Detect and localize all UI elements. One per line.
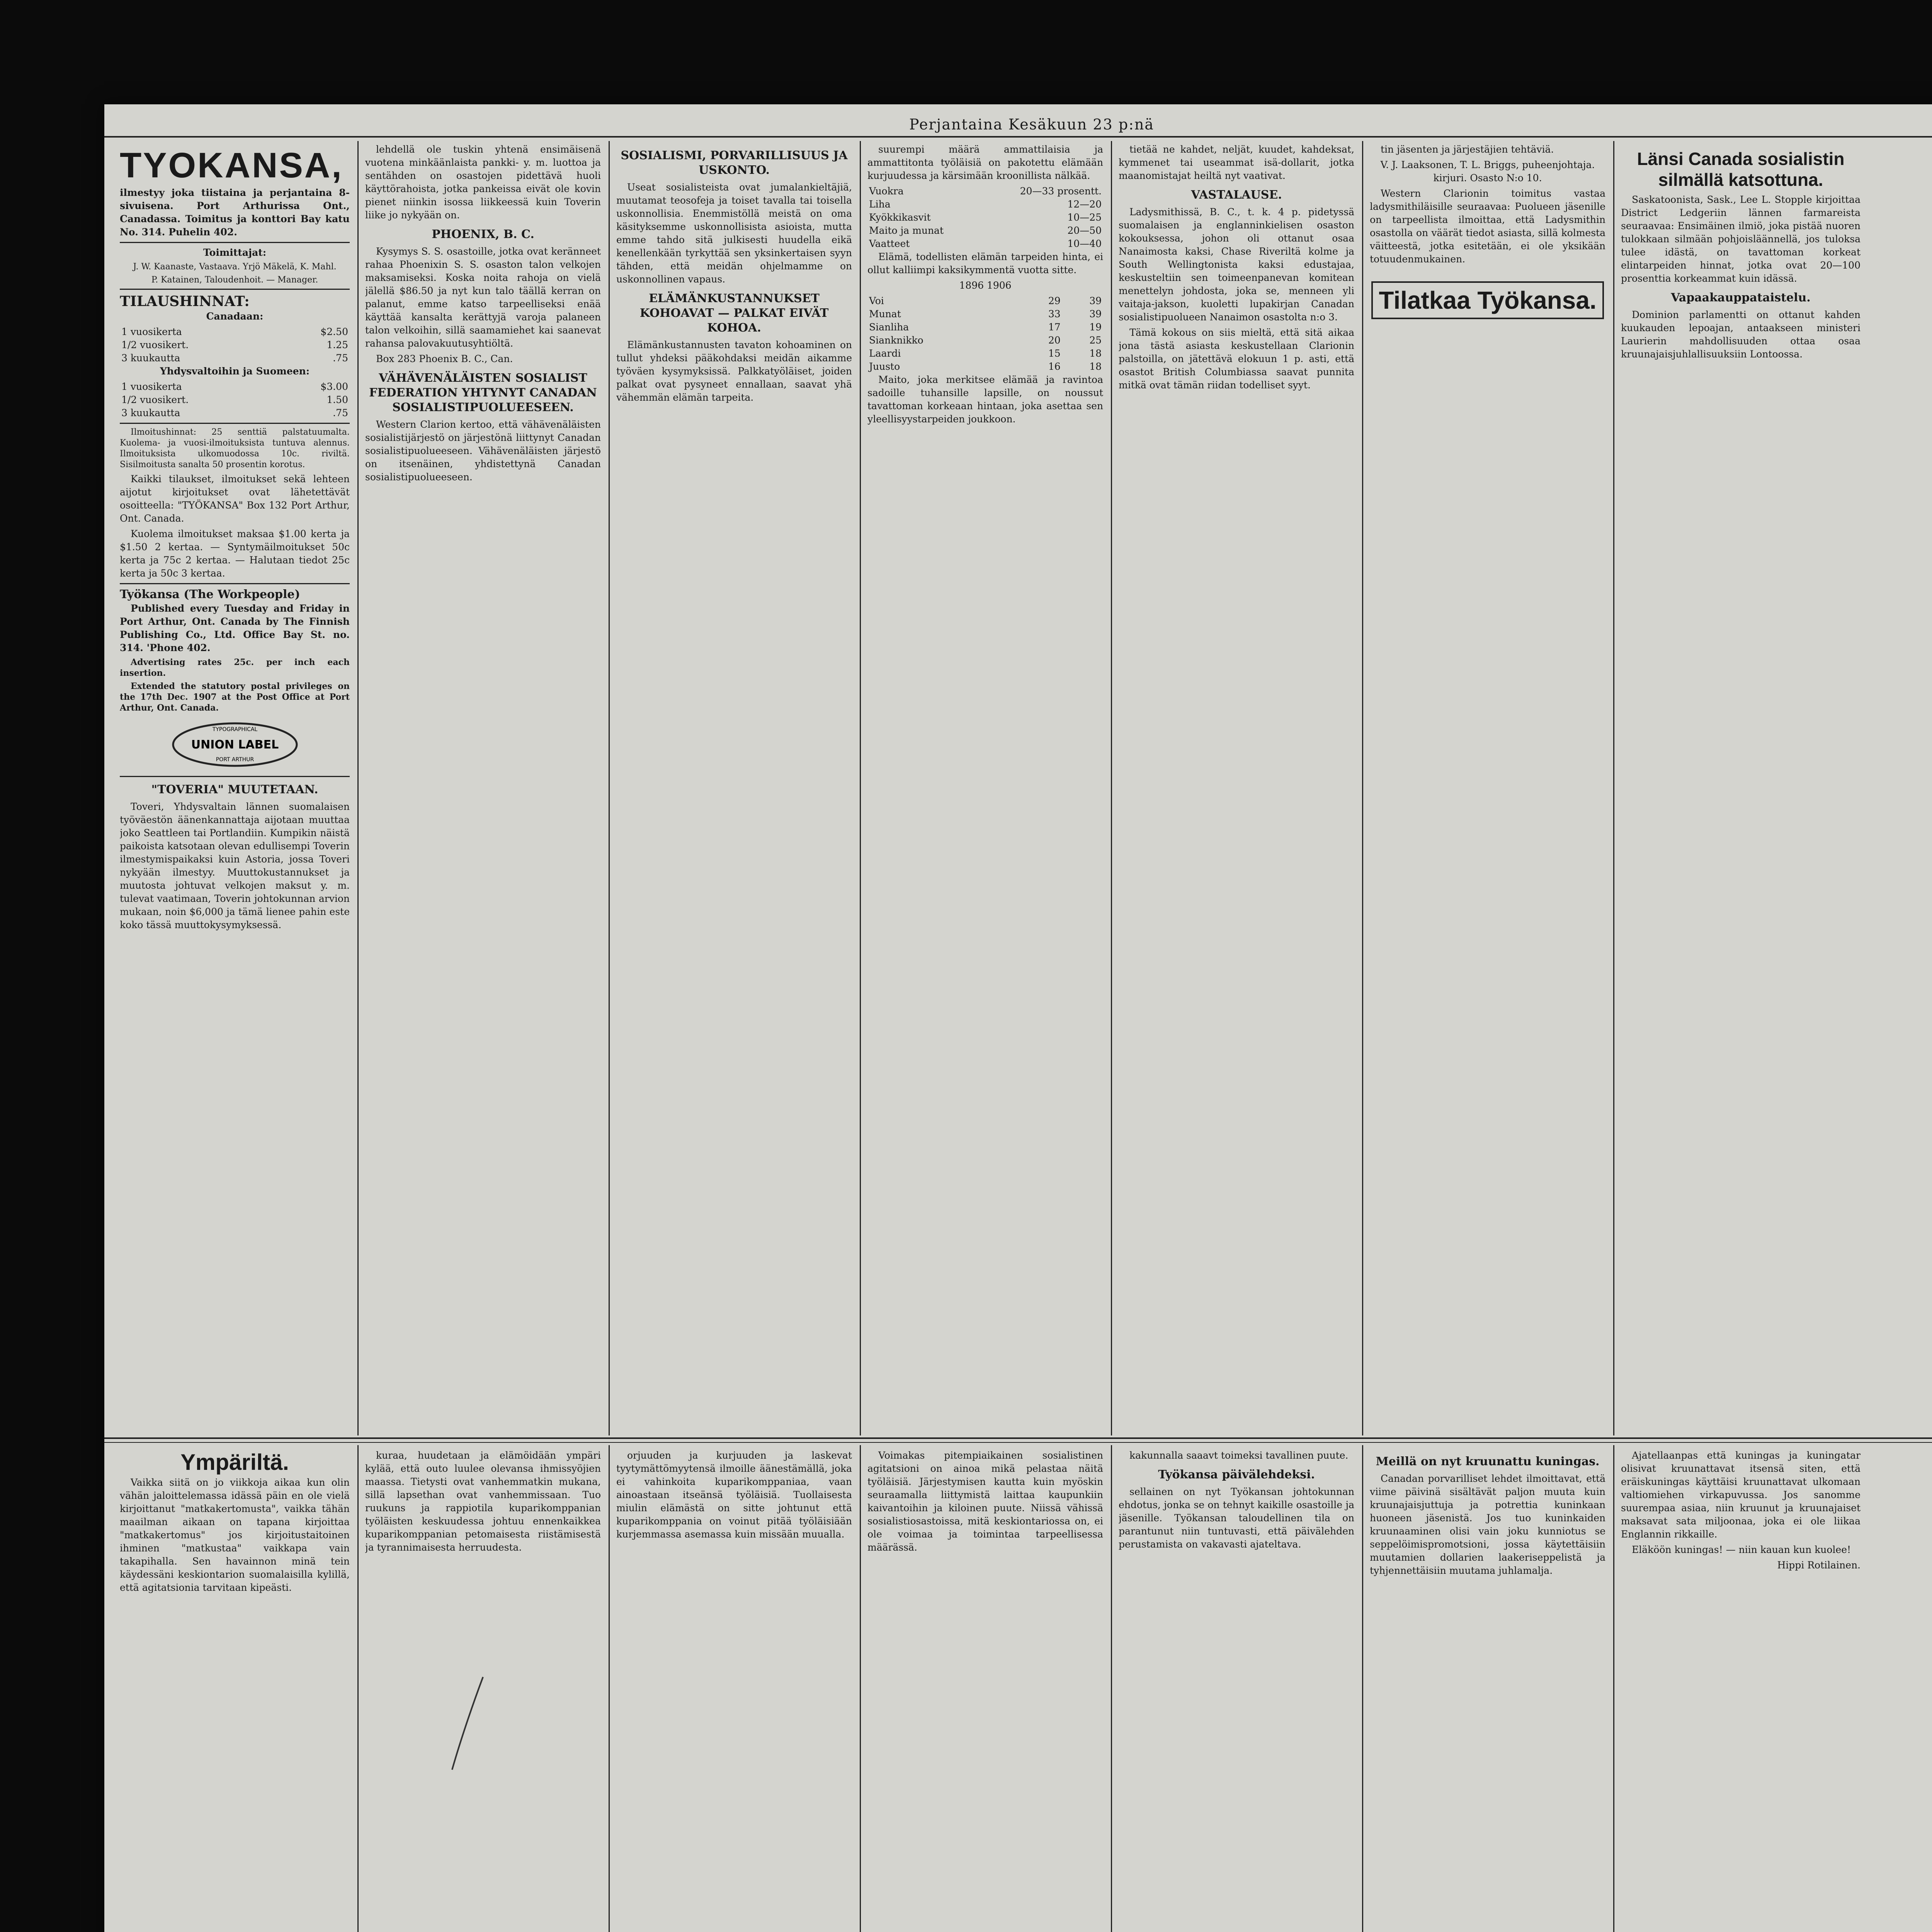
- col2-text: lehdellä ole tuskin yhtenä ensimäisenä vuotena minkäänlaista pankki- y. m. luottoa ja sentähden on osastojen pidettävä huoli käyttörahoista, jotka pankeissa eivät ole kovin pienet niinkin isossa liikkeessä kuin Toverin liike jo nykyään on.: [365, 144, 601, 221]
- masthead-column: [120, 143, 350, 1434]
- price-row: 1/2 vuosikert. 1.25: [121, 339, 348, 350]
- kruunu-title: Meillä on nyt kruunattu kuningas.: [1376, 1455, 1600, 1468]
- column-rule: [860, 1445, 861, 1932]
- column-4-lower: [867, 1449, 1103, 1932]
- lower-col7-end: Eläköön kuningas! — niin kauan kun kuolee!: [1632, 1544, 1851, 1555]
- federation-text: Western Clarion kertoo, että vähävenäläisten sosialistijärjestö on järjestönä liittynyt Canadan sosialistipuolueeseen. Vähävenäläisten järjestö on itsenäinen, yhdistettynä Canadan sosialistipuolueeseen.: [365, 419, 601, 483]
- column-2-top: [365, 143, 601, 1434]
- col4-text: suurempi määrä ammattilaisia ja ammattitonta työläisiä on pakotettu elämään kurjuudessa ja kärsimään kroonillista nälkää.: [867, 144, 1103, 181]
- lansi-canada-title: Länsi Canada sosialistin silmällä katsottuna.: [1637, 149, 1845, 190]
- paivalehti-title: Työkansa päivälehdeksi.: [1158, 1468, 1315, 1481]
- price-row: 1/2 vuosikert. 1.50: [121, 394, 348, 405]
- canada-prices-table: [120, 325, 350, 365]
- column-7-lower: [1621, 1449, 1861, 1932]
- svg-text:PORT ARTHUR: PORT ARTHUR: [216, 757, 254, 763]
- federation-title: VÄHÄVENÄLÄISTEN SOSIALIST FEDERATION YHTYNYT CANADAN SOSIALISTIPUOLUEESEEN.: [369, 371, 597, 414]
- usa-prices-table: [120, 380, 350, 420]
- editors: J. W. Kaanaste, Vastaava. Yrjö Mäkelä, K. Mahl.: [133, 262, 337, 272]
- section-rule: [104, 1437, 1932, 1439]
- subscribe-title: Tilatkaa Työkansa.: [1379, 286, 1597, 314]
- union-label-logo: [169, 719, 301, 770]
- table-row: Vuokra 20—33 prosentt.: [869, 185, 1102, 197]
- table-row: Laardi 15 18: [869, 348, 1102, 359]
- column-6-top: [1370, 143, 1605, 1434]
- column-7-top: [1621, 143, 1861, 1434]
- col6-text: tin jäsenten ja järjestäjien tehtäviä.: [1381, 144, 1554, 155]
- food-price-table: [867, 294, 1103, 373]
- postal-privilege: Extended the statutory postal privileges on the 17th Dec. 1907 at the Post Office at Port Arthur, Ont. Canada.: [120, 681, 350, 713]
- table-row: Liha 12—20: [869, 199, 1102, 210]
- canada-label: Canadaan:: [206, 311, 264, 322]
- lower-col7-text: Ajatellaanpas että kuningas ja kuningatar olisivat kruunattavat itsensä siten, että eräiskuningas käyttäisi kruunattavat ulkomaan valtiomiehen virkapuvussa. Jos sanomme suurempaa asiaa, niin kruunut ja kruunajaiset maksavat sata miljoonaa, joka ei ole liikaa Englannin rikkaille.: [1621, 1450, 1861, 1540]
- table-row: Juusto 16 18: [869, 361, 1102, 372]
- table-row: Sianknikko 20 25: [869, 335, 1102, 346]
- lower-col3-text: orjuuden ja kurjuuden ja laskevat tyytymättömyytensä ilmoille äänestämällä, joka ei vahinkoita kuparikomppaniaa, vaan ainoastaan itseänsä työläisiä. Tuollaisesta miulin elämästä on sitte johtunut että kuparikomppania on voinut pitää työläisiään kurjemmassa asemassa kuin missään muualla.: [616, 1450, 852, 1540]
- table-row: Maito ja munat 20—50: [869, 225, 1102, 236]
- vapakauppa-title: Vapaakauppataistelu.: [1671, 291, 1811, 304]
- ymparilta-title: Ympäriltä.: [180, 1450, 289, 1475]
- column-3-top: [616, 143, 852, 1434]
- column-rule: [1111, 141, 1112, 1435]
- vastalause-title: VASTALAUSE.: [1191, 188, 1282, 202]
- advertising-rates: Advertising rates 25c. per inch each insertion.: [120, 657, 350, 678]
- header-rule: [104, 136, 1932, 138]
- kruunu-text: Canadan porvarilliset lehdet ilmoittavat, että viime päivinä sisältävät paljon muuta kuin kruunajaisjuttuja ja potrettia kuninkaan huoneen jäsenistä. Jos tuo kuninkaiden kruunaaminen olisi vain joku kunniotus se seppelöimispromotsioni, jossa käytettäisiin muutamien dollarien laakeriseppelistä ja tyhjennettäisiin muutama juhlamalja.: [1370, 1473, 1605, 1576]
- column-rule: [1111, 1445, 1112, 1932]
- col5-text: tietää ne kahdet, neljät, kuudet, kahdeksat, kymmenet tai useammat isä-dollarit, jotka maanomistajat heiltä nyt vaativat.: [1119, 144, 1354, 181]
- costs-text: Elämänkustannusten tavaton kohoaminen on tullut yhdeksi pääkohdaksi meidän aikamme työväen kysymyksissä. Palkkatyöläiset, joiden palkat ovat pysyneet ennallaan, saavat yhä vähemmän elämän tarpeita.: [616, 339, 852, 403]
- col4-text2: Elämä, todellisten elämän tarpeiden hinta, ei ollut kalliimpi kaksikymmentä vuotta sitte.: [867, 251, 1103, 276]
- vapakauppa-text: Dominion parlamentti on ottanut kahden kuukauden lepoajan, antaakseen ministeri Laurierin mahdollisuuden ottaa osaa kruunajaisjuhlallisuuksiin Lontoossa.: [1621, 309, 1861, 360]
- section-rule: [104, 1442, 1932, 1443]
- column-rule: [1613, 141, 1614, 1435]
- death-notices: Kuolema ilmoitukset maksaa $1.00 kerta ja $1.50 2 kertaa. — Syntymäilmoitukset 50c kerta ja 75c 2 kertaa. — Halutaan tiedot 25c kerta ja 50c 3 kertaa.: [120, 528, 350, 579]
- milk-table-header: 1896 1906: [959, 280, 1012, 291]
- table-row: Vaatteet 10—40: [869, 238, 1102, 249]
- lower-col4-text: Voimakas pitempiaikainen sosialistinen agitatsioni on ainoa mikä pelastaa näitä työläisiä. Järjestymisen kautta kuin myöskin seuraamalla liittymistä laittaa kaupunkiin kaivantoihin ja kiloinen puute. Niissä vähissä sosialistiosastoissa, mitä keskiontariossa on, ei ole voimaa ja toimintaa tarpeellisessa määrässä.: [867, 1450, 1103, 1553]
- lower-col2-text: kuraa, huudetaan ja elämöidään ympäri kylää, että outo luulee olevansa ihmissyöjien maassa. Tietysti ovat vanhemmatkin mukana, sillä lapsethan ovat vanhemmissaan. Tuo ruukuns ja rappiotila kuparikomppanian työläisten keskuudessa johtuu ennenkaikkea kuparikomppanian petomaisesta riistämisestä ja tyrannimaisesta herruudesta.: [365, 1450, 601, 1553]
- table-row: Sianliha 17 19: [869, 321, 1102, 333]
- column-5-top: [1119, 143, 1354, 1434]
- phoenix-text: Kysymys S. S. osastoille, jotka ovat keränneet rahaa Phoenixin S. S. osaston talon velkojen maksamiseksi. Koska noita rahoja on vielä jälellä $86.50 ja nyt kun talo täällä kerran on palanut, emme katso tarpeelliseksi enää käyttää kansalta kerättyjä varoja palaneen talon velkoihin, sillä saamamiehet kai saanevat rahansa palovakuutusyhtiöltä.: [365, 246, 601, 349]
- column-rule: [1362, 141, 1363, 1435]
- column-rule: [609, 141, 610, 1435]
- lansi-canada-text: Saskatoonista, Sask., Lee L. Stopple kirjoittaa District Ledgeriin lännen farmareista seuraavaa: Ensimäinen ilmiö, joka pistää nuoren tulokkaan silmään pohjoisläännellä, jos tuloksa tulee idästä, on tavattoman korkeat elintarpeiden hinnat, jotka ovat 20—100 prosenttia korkeammat kuin idässä.: [1621, 194, 1861, 284]
- col6-text2: Western Clarionin toimitus vastaa ladysmithiläisille seuraavaa: Puolueen jäsenille on tarpeellista ilmoittaa, että Ladysmithin osastolla on väärät tiedot asiasta, sillä kolmesta väitteestä, jotka esitetään, ei ole yksikään totuudenmukainen.: [1370, 188, 1605, 265]
- paivalehti-text: sellainen on nyt Työkansan johtokunnan ehdotus, jonka se on tehnyt kaikille osastoille ja jäsenille. Työkansan taloudellinen tila on parantunut niin tuntuvasti, että päivälehden perustamista on vakavasti ajateltava.: [1119, 1486, 1354, 1550]
- column-rule: [357, 141, 359, 1435]
- column-rule: [860, 141, 861, 1435]
- masthead-intro: ilmestyy joka tiistaina ja perjantaina 8-sivuisena. Port Arthurissa Ont., Canadassa. Toimitus ja konttori Bay katu No. 314. Puhelin 402.: [120, 187, 350, 238]
- table-row: Voi 29 39: [869, 295, 1102, 306]
- prices-title: TILAUSHINNAT:: [120, 293, 250, 310]
- editors-label: Toimittajat:: [203, 247, 267, 258]
- column-3-lower: [616, 1449, 852, 1932]
- column-6-lower: [1370, 1449, 1605, 1932]
- signature: Hippi Rotilainen.: [1777, 1560, 1861, 1571]
- phoenix-signature: Box 283 Phoenix B. C., Can.: [376, 353, 513, 364]
- svg-text:TYPOGRAPHICAL: TYPOGRAPHICAL: [212, 726, 257, 733]
- svg-text:UNION LABEL: UNION LABEL: [191, 738, 279, 752]
- price-row: 3 kuukautta .75: [121, 352, 348, 364]
- col6-signature: V. J. Laaksonen, T. L. Briggs, puheenjohtaja. kirjuri. Osasto N:o 10.: [1380, 159, 1595, 184]
- lower-col5-text: kakunnalla saaavt toimeksi tavallinen puute.: [1129, 1450, 1349, 1461]
- table-row: Munat 33 39: [869, 308, 1102, 320]
- usa-label: Yhdysvaltoihin ja Suomeen:: [160, 366, 310, 377]
- price-row: 1 vuosikerta $3.00: [121, 381, 348, 392]
- column-rule: [1613, 1445, 1614, 1932]
- phoenix-title: PHOENIX, B. C.: [432, 228, 534, 241]
- ymparilta-column: [120, 1449, 350, 1932]
- english-title: Työkansa (The Workpeople): [120, 588, 300, 601]
- date-line: Perjantaina Kesäkuun 23 p:nä: [909, 116, 1154, 133]
- col4-text3: Maito, joka merkitsee elämää ja ravintoa sadoille tuhansille lapsille, on noussut tavattoman korkeaan hintaan, joka asettaa sen yleellisyystarpeiden joukkoon.: [867, 374, 1103, 425]
- manager: P. Katainen, Taloudenhoit. — Manager.: [151, 275, 318, 285]
- english-text: Published every Tuesday and Friday in Port Arthur, Ont. Canada by The Finnish Publishing Co., Ltd. Office Bay St. no. 314. 'Phone 402.: [120, 603, 350, 653]
- col5-text2: Tämä kokous on siis mieltä, että sitä aikaa jona tästä asiasta keskustellaan Clarionin palstoilla, on jätettävä elokuun 1 p. asti, että osastot British Columbiassa saavat punnita mitkä ovat tämän riidan todelliset syyt.: [1119, 327, 1354, 391]
- toveria-text: Toveri, Yhdysvaltain lännen suomalaisen työväestön äänenkannattaja aijotaan muuttaa joko Seattleen tai Portlandiin. Kumpikin näistä paikoista katsotaan olevan edullisempi Toverin ilmestymispaikaksi kuin Astoria, jossa Toveri nykyään ilmestyy. Muuttokustannukset ja muutosta johtuvat velkojen maksut y. m. tulevat vaatimaan, Toverin johtokunnan arvion mukaan, noin $6,000 ja tämä lienee pahin este koko tässä muuttokysymyksessä.: [120, 801, 350, 930]
- ymparilta-text: Vaikka siitä on jo viikkoja aikaa kun olin vähän jaloittelemassa idässä päin en ole vielä kirjoittanut "matkakertomusta", vaikka tähän maailman aikaan on tapana kirjoittaa "matkakertomus" jos kirjoitustaitoinen ihminen "matkustaa" vaikkapa vain takapihalla. Sen havainnon minä tein käydessäni keskiontarion suomalaisilla kylillä, että agitatsionia tarvitaan kipeästi.: [120, 1477, 350, 1593]
- column-5-lower: [1119, 1449, 1354, 1932]
- price-increase-table: [867, 185, 1103, 250]
- toveria-title: "TOVERIA" MUUTETAAN.: [151, 783, 318, 796]
- ads-text: Ilmoitushinnat: 25 senttiä palstatuumalta. Kuolema- ja vuosi-ilmoituksista tuntuva alennus. Ilmoituksista ulkomuodossa 10c. riviltä. Sisilmoitusta sanalta 50 prosentin korotus.: [120, 427, 350, 469]
- price-row: 1 vuosikerta $2.50: [121, 326, 348, 337]
- column-rule: [609, 1445, 610, 1932]
- masthead-title: TYOKANSA,: [120, 146, 343, 185]
- costs-title: ELÄMÄNKUSTANNUKSET KOHOAVAT — PALKAT EIVÄT KOHOA.: [639, 292, 829, 335]
- price-row: 3 kuukautta .75: [121, 407, 348, 418]
- column-rule: [357, 1445, 359, 1932]
- subscribe-box: [1371, 281, 1604, 319]
- table-row: Kyökkikasvit 10—25: [869, 212, 1102, 223]
- vastalause-text: Ladysmithissä, B. C., t. k. 4 p. pidetyssä suomalaisen ja englanninkielisen osaston kokouksessa, johon oli ottanut osaa Nanaimosta kaksi, Chase Riveriltä kolme ja South Wellingtonista kaksi edustajaa, keskusteltiin sen toimeenpanevan komitean menettelyn johdosta, joka se, menneen yli vaitaja-jakson, kuoletti lupakirjan Canadan sosialistipuolueen Nanaimon osastolta n:o 3.: [1119, 206, 1354, 323]
- orders-text: Kaikki tilaukset, ilmoitukset sekä lehteen aijotut kirjoitukset ovat lähetettävät osoitteella: "TYÖKANSA" Box 132 Port Arthur, Ont. Canada.: [120, 473, 350, 524]
- pencil-mark: [444, 1673, 491, 1774]
- column-4-top: [867, 143, 1103, 1434]
- sosialismi-text: Useat sosialisteista ovat jumalankieltäjiä, muutamat teosofeja ja toiset tavalla tai toisella uskonnollisia. Enemmistöllä meistä on oma käsityksemme uskonnollisista asioista, mutta emme tahdo sitä julkisesti huudella eikä kenellenkään tyrkyttää sen yksinkertaisen syyn tähden, että meidän ohjelmamme on uskonnollinen vapaus.: [616, 182, 852, 285]
- column-rule: [1362, 1445, 1363, 1932]
- sosialismi-title: SOSIALISMI, PORVARILLISUUS JA USKONTO.: [621, 149, 848, 177]
- newspaper-page: [104, 104, 1932, 1932]
